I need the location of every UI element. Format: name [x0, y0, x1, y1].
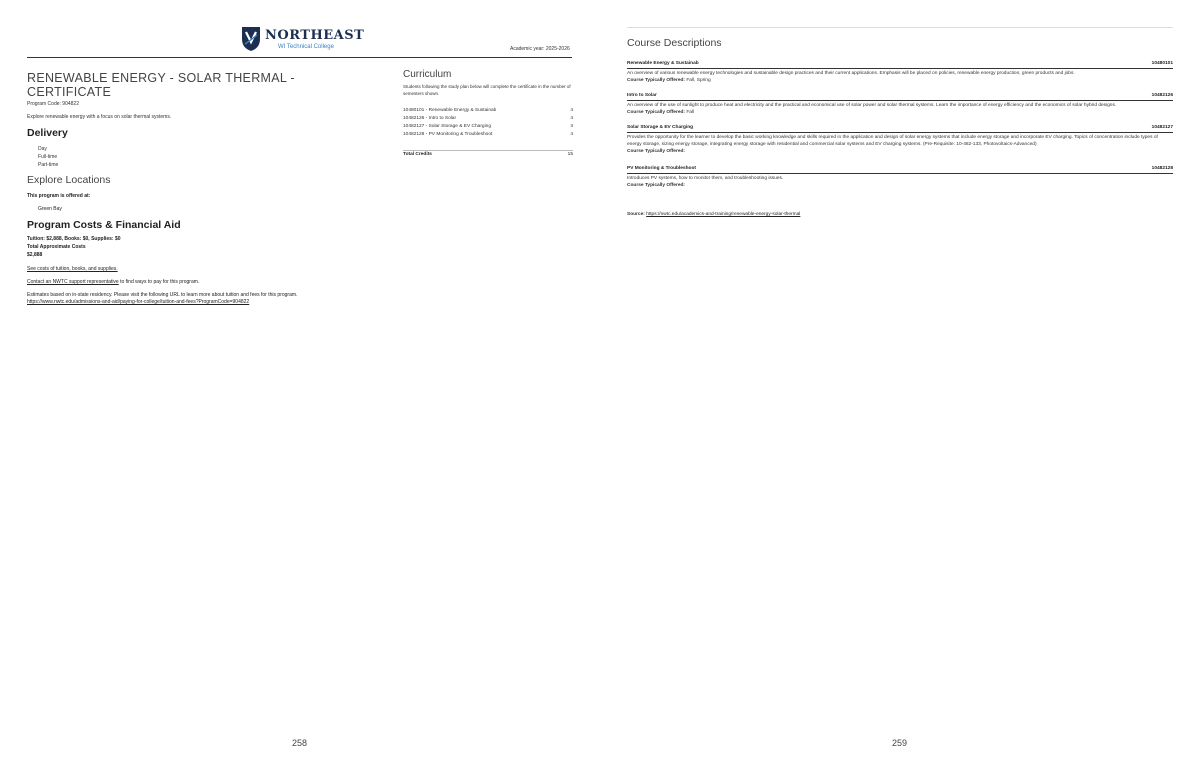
course-header [627, 93, 1173, 101]
college-logo [241, 26, 371, 56]
offered-label: Course Typically Offered: [627, 110, 686, 115]
offered-label: Course Typically Offered: [627, 183, 686, 188]
curriculum-heading: Curriculum [403, 69, 452, 80]
total-credits-value: 15 [567, 152, 573, 157]
page-number: 258 [292, 738, 308, 748]
delivery-list [38, 145, 58, 169]
curriculum-intro: Students following the study plan below will complete the certificate in the number of semesters shown. [403, 84, 571, 96]
page-number: 259 [892, 738, 908, 748]
curriculum-row [403, 108, 573, 116]
costs-heading: Program Costs & Financial Aid [27, 219, 181, 231]
course-offered [627, 182, 1173, 189]
curriculum-course: 10480101 - Renewable Energy & Sustainab [403, 108, 497, 113]
curriculum-credits: 3 [570, 124, 573, 129]
course-descriptions-heading: Course Descriptions [627, 37, 722, 49]
delivery-item: Full-time [38, 154, 58, 160]
curriculum-row [403, 132, 573, 140]
tuition-fees-url-link[interactable]: https://www.nwtc.edu/admissions-and-aid/paying-for-college/tuition-and-fees?ProgramCode=904822 [27, 299, 250, 305]
source-url-link[interactable]: https://nwtc.edu/academics-and-training/renewable-energy-solar-thermal [646, 212, 801, 217]
program-title: RENEWABLE ENERGY - SOLAR THERMAL - CERTIFICATE [27, 71, 295, 99]
course-entry [627, 61, 1173, 84]
course-header [627, 166, 1173, 174]
total-credits-label: Total Credits [403, 152, 432, 157]
course-description: Provides the opportunity for the learner to develop the basic working knowledge and skills required in the application and design of solar energy systems that include energy storage and incorporate EV charging. Topics of concentration include types of energy storage, sizing energy storage, integrating energy storage with residential and commercial solar systems and EV charging systems. (Pre-Requisite: 10-482-133, Photovoltaics-Advanced) [627, 135, 1158, 147]
curriculum-divider [403, 150, 573, 151]
right-header-divider [627, 27, 1173, 28]
contact-line [27, 279, 199, 285]
course-title: Renewable Energy & Sustainab [627, 61, 699, 66]
course-title: Intro to Solar [627, 93, 657, 98]
curriculum-course: 10482126 - Intro to Solar [403, 116, 457, 121]
course-code: 10482127 [1151, 125, 1173, 130]
program-code: Program Code: 904822 [27, 101, 79, 107]
course-title: Solar Storage & EV Charging [627, 125, 694, 130]
course-description: Introduces PV systems, how to monitor them, and troubleshooting issues. [627, 176, 784, 181]
course-description: An overview of the use of sunlight to produce heat and electricity and the practical and economical use of solar power and solar thermal systems. Learn the importance of energy efficiency and the economics of solar hybrid designs. [627, 103, 1117, 108]
course-title: PV Monitoring & Troubleshoot [627, 166, 697, 171]
course-entry [627, 125, 1173, 155]
source-label: Source: [627, 212, 645, 217]
course-code: 10482126 [1151, 93, 1173, 98]
tuition-line: Tuition: $2,888, Books: $0, Supplies: $0 [27, 236, 121, 242]
delivery-item: Part-time [38, 162, 59, 168]
offered-terms: Fall [686, 110, 695, 115]
total-costs-value: $2,888 [27, 252, 43, 258]
curriculum-credits: 4 [570, 108, 573, 113]
course-code: 10482128 [1151, 166, 1173, 171]
program-description: Explore renewable energy with a focus on solar thermal systems. [27, 114, 172, 120]
offered-label: Course Typically Offered: [627, 78, 686, 83]
see-costs-link[interactable]: See costs of tuition, books, and supplies. [27, 266, 118, 272]
course-offered [627, 77, 1173, 84]
logo-title: NORTHEAST [265, 28, 365, 43]
course-entry [627, 166, 1173, 189]
delivery-heading: Delivery [27, 127, 68, 139]
curriculum-row [403, 124, 573, 132]
curriculum-total [403, 152, 573, 157]
course-description: An overview of various renewable energy technologies and sustainable design practices and their current applications. Emphasis will be placed on policies, renewable energy production, green products and jobs. [627, 71, 1075, 76]
curriculum-course: 10482127 - Solar Storage & EV Charging [403, 124, 491, 129]
course-code: 10480101 [1151, 61, 1173, 66]
source-line [627, 212, 800, 217]
locations-heading: Explore Locations [27, 174, 111, 186]
course-header [627, 125, 1173, 133]
contact-rest-text: to find ways to pay for this program. [118, 279, 200, 285]
logo-subtitle: WI Technical College [278, 44, 334, 50]
course-header [627, 61, 1173, 69]
offered-terms: Fall, Spring [686, 78, 711, 83]
offered-label: Course Typically Offered: [627, 149, 686, 154]
location-item: Green Bay [38, 206, 62, 212]
academic-year: Academic year: 2025-2026 [510, 46, 570, 52]
contact-support-link[interactable]: Contact an NWTC support representative [27, 279, 119, 285]
curriculum-row [403, 116, 573, 124]
delivery-item: Day [38, 146, 47, 152]
course-entry [627, 93, 1173, 116]
total-costs-label: Total Approximate Costs [27, 244, 86, 250]
offered-at-label: This program is offered at: [27, 193, 91, 199]
course-offered [627, 109, 1173, 116]
curriculum-credits: 4 [570, 132, 573, 137]
curriculum-credits: 4 [570, 116, 573, 121]
curriculum-course: 10482128 - PV Monitoring & Troubleshoot [403, 132, 493, 137]
course-offered [627, 148, 1173, 155]
estimates-text: Estimates based on in-state residency. Please visit the following URL to learn more about tuition and fees for this program. [27, 292, 298, 298]
shield-logo-icon [241, 26, 261, 52]
header-divider [27, 57, 572, 58]
